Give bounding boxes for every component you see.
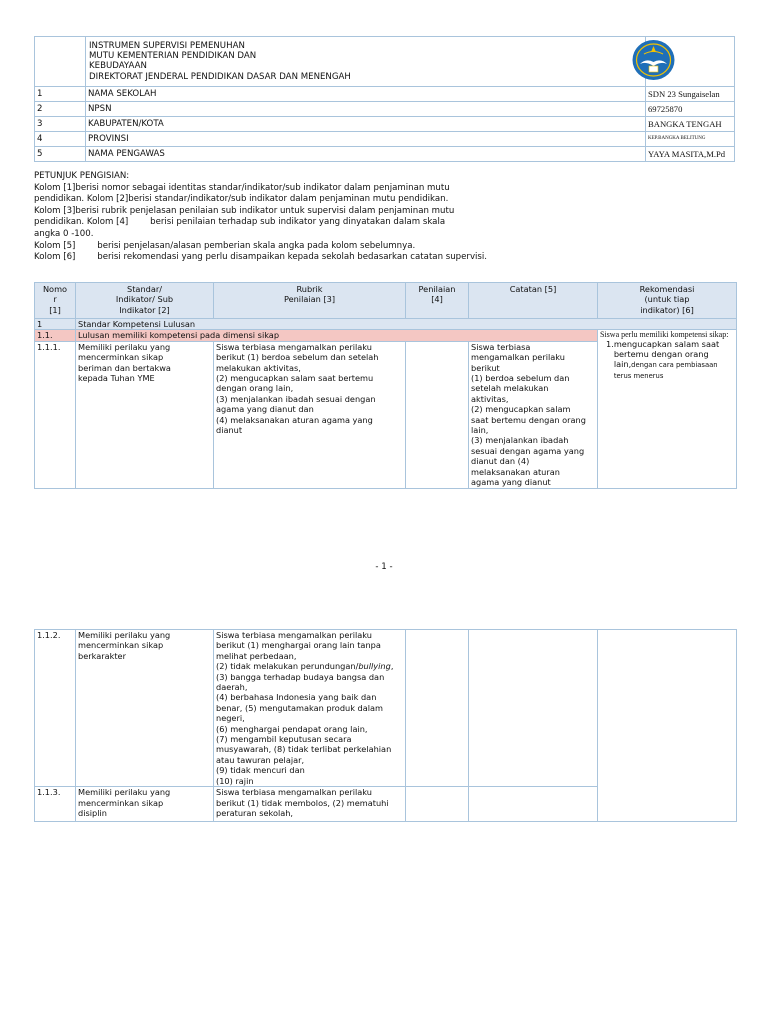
- title-line: DIREKTORAT JENDERAL PENDIDIKAN DASAR DAN MENENGAH: [89, 71, 351, 82]
- instruction-line: angka 0 -100.: [34, 228, 94, 239]
- penilaian-cell[interactable]: [406, 630, 469, 787]
- penilaian-cell[interactable]: [406, 787, 469, 822]
- standar-cell: Memiliki perilaku yang mencerminkan sikap disiplin: [76, 787, 214, 822]
- identity-row: [35, 102, 735, 117]
- row-value: BANGKA TENGAH: [646, 117, 735, 132]
- recommendation-item: [600, 340, 734, 381]
- instructions-title: PETUNJUK PENGISIAN:: [34, 171, 130, 181]
- row-value: KEP.BANGKA BELITUNG: [646, 132, 735, 147]
- row-value: SDN 23 Sungaiselan: [646, 87, 735, 102]
- col-header-rekomendasi: Rekomendasi (untuk tiap indikator) [6]: [598, 283, 737, 319]
- rubrik-cell: Siswa terbiasa mengamalkan perilaku berikut (1) berdoa sebelum dan setelah melakukan aktivitas, (2) mengucapkan salam saat bertemu dengan orang lain, (3) menjalankan ibadah sesuai dengan agama yang dianut dan (4) melaksanakan aturan agama yang dianut: [214, 341, 406, 488]
- title-line: KEBUDAYAAN: [89, 61, 147, 72]
- penilaian-cell[interactable]: [406, 341, 469, 488]
- supervision-table: [34, 282, 737, 489]
- supervision-table-continued: [34, 629, 737, 822]
- title-line: INSTRUMEN SUPERVISI PEMENUHAN: [89, 41, 245, 51]
- identity-row: [35, 132, 735, 147]
- row-number: 1.1.3.: [35, 787, 76, 822]
- standar-cell: Memiliki perilaku yang mencerminkan sikap berkarakter: [76, 630, 214, 787]
- title-line: MUTU KEMENTERIAN PENDIDIKAN DAN: [89, 51, 257, 62]
- row-value: 69725870: [646, 102, 735, 117]
- instruction-line: Kolom [5] berisi penjelasan/alasan pemberian skala angka pada kolom sebelumnya.: [34, 240, 416, 251]
- row-number: 5: [35, 147, 86, 162]
- recommendation-item-number: 1.: [606, 339, 614, 350]
- section-number: 1: [35, 319, 76, 330]
- col-header-penilaian: Penilaian [4]: [406, 283, 469, 319]
- recommendation-cell: [598, 330, 737, 488]
- row-number: 1.1.1.: [35, 341, 76, 488]
- recommendation-method: dengan cara pembiasaan terus menerus: [613, 360, 718, 380]
- subsection-label: Lulusan memiliki kompetensi pada dimensi sikap: [76, 330, 598, 341]
- rubrik-cell: [214, 630, 406, 787]
- row-label: PROVINSI: [86, 132, 646, 147]
- rubrik-text: Siswa terbiasa mengamalkan perilaku berikut (1) menghargai orang lain tanpa melihat perbedaan, (2) tidak melakukan perundungan/: [216, 630, 381, 672]
- standar-cell: Memiliki perilaku yang mencerminkan sikap beriman dan bertakwa kepada Tuhan YME: [76, 341, 214, 488]
- row-number: 3: [35, 117, 86, 132]
- identity-row: [35, 117, 735, 132]
- col-header-standar: Standar/ Indikator/ Sub Indikator [2]: [76, 283, 214, 319]
- col-header-nomor: Nomo r [1]: [35, 283, 76, 319]
- instruction-line: Kolom [3]berisi rubrik penjelasan penilaian sub indikator untuk supervisi dalam penjaminan mutu: [34, 205, 455, 216]
- col-header-catatan: Catatan [5]: [469, 283, 598, 319]
- tut-wuri-handayani-logo: [630, 38, 677, 82]
- row-label: KABUPATEN/KOTA: [86, 117, 646, 132]
- section-row: [35, 319, 737, 330]
- row-number: 2: [35, 102, 86, 117]
- instrument-title: [86, 37, 646, 87]
- col-header-rubrik: Rubrik Penilaian [3]: [214, 283, 406, 319]
- rubrik-italic-term: bullying: [358, 661, 391, 672]
- catatan-cell[interactable]: [469, 787, 598, 822]
- row-value: YAYA MASITA,M.Pd: [646, 147, 735, 162]
- recommendation-main: mengucapkan salam saat bertemu dengan orang lain,: [613, 339, 720, 369]
- row-label: NPSN: [86, 102, 646, 117]
- catatan-cell: Siswa terbiasa mengamalkan perilaku berikut (1) berdoa sebelum dan setelah melakukan aktivitas, (2) mengucapkan salam saat bertemu dengan orang lain, (3) menjalankan ibadah sesuai dengan agama yang dianut dan (4) melaksanakan aturan agama yang dianut: [469, 341, 598, 488]
- row-number: 1: [35, 87, 86, 102]
- filling-instructions: [34, 171, 734, 264]
- identity-row: [35, 87, 735, 102]
- table-row: [35, 630, 737, 787]
- recommendation-intro: Siswa perlu memiliki kompetensi sikap:: [600, 330, 729, 340]
- subsection-number: 1.1.: [35, 330, 76, 341]
- page-number: - 1 -: [375, 562, 393, 572]
- instruction-line: Kolom [6] berisi rekomendasi yang perlu disampaikan kepada sekolah bedasarkan catatan supervisi.: [34, 252, 488, 263]
- rubrik-cell: Siswa terbiasa mengamalkan perilaku berikut (1) tidak membolos, (2) mematuhi peraturan sekolah,: [214, 787, 406, 822]
- section-label: Standar Kompetensi Lulusan: [76, 319, 737, 330]
- identity-row: [35, 147, 735, 162]
- recommendation-item-text: [614, 340, 734, 381]
- blank-cell: [35, 37, 86, 87]
- row-number: 1.1.2.: [35, 630, 76, 787]
- instruction-line: pendidikan. Kolom [4] berisi penilaian terhadap sub indikator yang dinyatakan dalam skala: [34, 217, 446, 228]
- recommendation-cell[interactable]: [598, 630, 737, 822]
- row-label: NAMA PENGAWAS: [86, 147, 646, 162]
- row-number: 4: [35, 132, 86, 147]
- row-label: NAMA SEKOLAH: [86, 87, 646, 102]
- subsection-row: [35, 330, 737, 341]
- catatan-cell[interactable]: [469, 630, 598, 787]
- instruction-line: pendidikan. Kolom [2]berisi standar/indikator/sub indikator dalam penjaminan mutu pendidikan.: [34, 194, 449, 205]
- table-header-row: [35, 283, 737, 319]
- rubrik-text-continued: , (3) bangga terhadap budaya bangsa dan daerah, (4) berbahasa Indonesia yang baik dan benar, (5) mengutamakan produk dalam negeri, (6) menghargai pendapat orang lain, (7) mengambil keputusan secara musyawarah, (8) tidak terlibat perkelahian atau tawuran pelajar, (9) tidak mencuri dan (10) rajin: [216, 661, 394, 786]
- instruction-line: Kolom [1]berisi nomor sebagai identitas standar/indikator/sub indikator dalam penjaminan mutu: [34, 182, 450, 193]
